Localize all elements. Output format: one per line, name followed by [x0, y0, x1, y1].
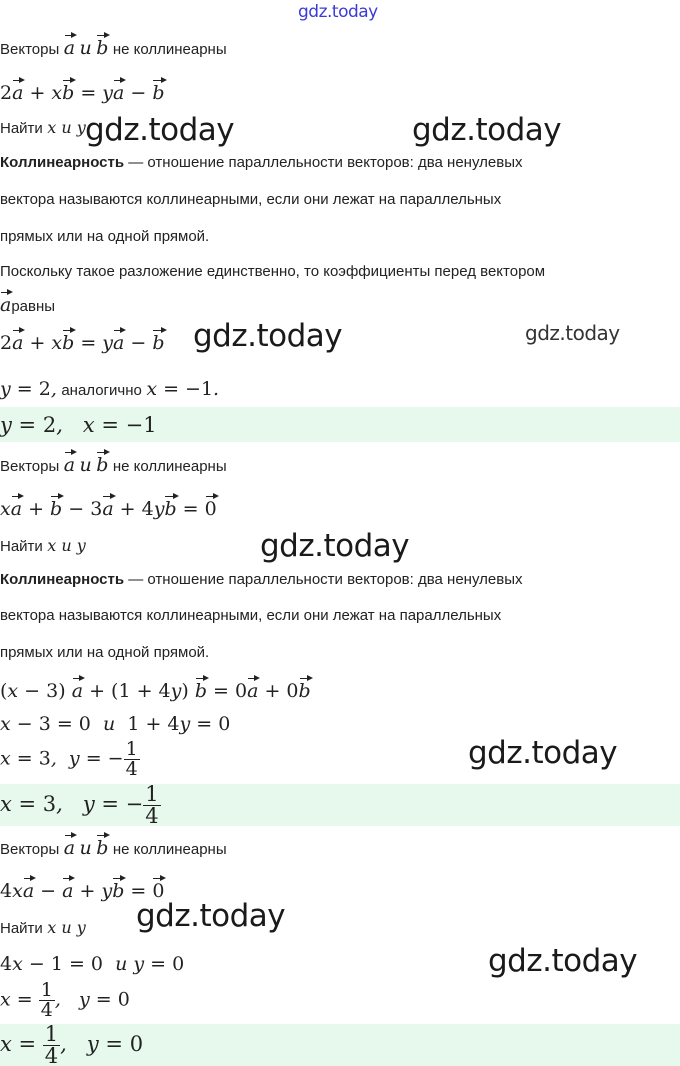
answer-row-3: x = $\frac{1}{4}$ , y = 0	[0, 1024, 680, 1066]
noncollinear-text: не коллинеарны	[112, 41, 227, 58]
definition-line2: вектора называются коллинеарными, если они лежат на параллельных	[0, 191, 502, 208]
problem1-solution: y = 2, аналогично x = −1.	[0, 378, 220, 400]
watermark: gdz.today	[260, 528, 410, 564]
definition-term: Коллинеарность	[0, 154, 125, 171]
explanation-line2: aравны	[0, 290, 55, 316]
answer-row-2: x = 3, y = − $\frac{1}{4}$	[0, 784, 680, 826]
problem2-equation: xa + b − 3a + 4yb = 0	[0, 494, 217, 520]
watermark: gdz.today	[136, 898, 286, 934]
problem2-step3: x = 3, y = − $\frac{1}{4}$	[0, 738, 138, 780]
site-logo[interactable]: gdz.today	[298, 2, 378, 22]
problem3-step1: 4x − 1 = 0 и y = 0	[0, 953, 185, 975]
problem3-equation: 4xa − a + yb = 0	[0, 876, 164, 902]
vector-b: b	[96, 454, 108, 476]
vector-a: a	[64, 37, 75, 59]
given-label: Векторы	[0, 41, 60, 58]
watermark: gdz.today	[525, 321, 620, 345]
problem2-given: Векторы a и b не коллинеарны	[0, 450, 227, 476]
watermark: gdz.today	[488, 943, 638, 979]
problem3-find: Найти x и y	[0, 918, 86, 937]
vector-a: a	[64, 837, 75, 859]
problem1-given	[0, 33, 227, 59]
problem3-step2: x = $\frac{1}{4}$ , y = 0	[0, 979, 130, 1021]
vector-a: a	[64, 454, 75, 476]
watermark: gdz.today	[85, 112, 235, 148]
problem1-find	[0, 118, 86, 138]
problem3-given: Векторы a и b не коллинеарны	[0, 833, 227, 859]
problem2-step1: (x − 3) a + (1 + 4y) b = 0a + 0b	[0, 676, 311, 702]
vector-b: b	[96, 37, 108, 59]
similar-word: аналогично	[61, 382, 142, 399]
explanation-line1: Поскольку такое разложение единственно, то коэффициенты перед вектором	[0, 263, 546, 280]
problem1-equation: 2a + xb = ya − b	[0, 78, 165, 104]
definition-line1: Коллинеарность — отношение параллельности векторов: два ненулевых	[0, 154, 523, 171]
definition2-line1: Коллинеарность — отношение параллельности векторов: два ненулевых	[0, 571, 523, 588]
vector-b: b	[96, 837, 108, 859]
vector-a: a	[0, 294, 11, 316]
watermark: gdz.today	[412, 112, 562, 148]
watermark: gdz.today	[193, 318, 343, 354]
find-vars: x и y	[47, 118, 86, 137]
answer-row-1: y = 2, x = −1	[0, 407, 680, 442]
problem2-find: Найти x и y	[0, 536, 86, 555]
definition2-line3: прямых или на одной прямой.	[0, 644, 210, 661]
problem2-step2: x − 3 = 0 и 1 + 4y = 0	[0, 713, 231, 735]
watermark: gdz.today	[468, 735, 618, 771]
definition2-line2: вектора называются коллинеарными, если они лежат на параллельных	[0, 607, 502, 624]
problem1-equation-repeat: 2a + xb = ya − b	[0, 328, 165, 354]
definition-line3: прямых или на одной прямой.	[0, 228, 210, 245]
and-word: и	[79, 37, 92, 59]
find-label: Найти	[0, 120, 43, 137]
